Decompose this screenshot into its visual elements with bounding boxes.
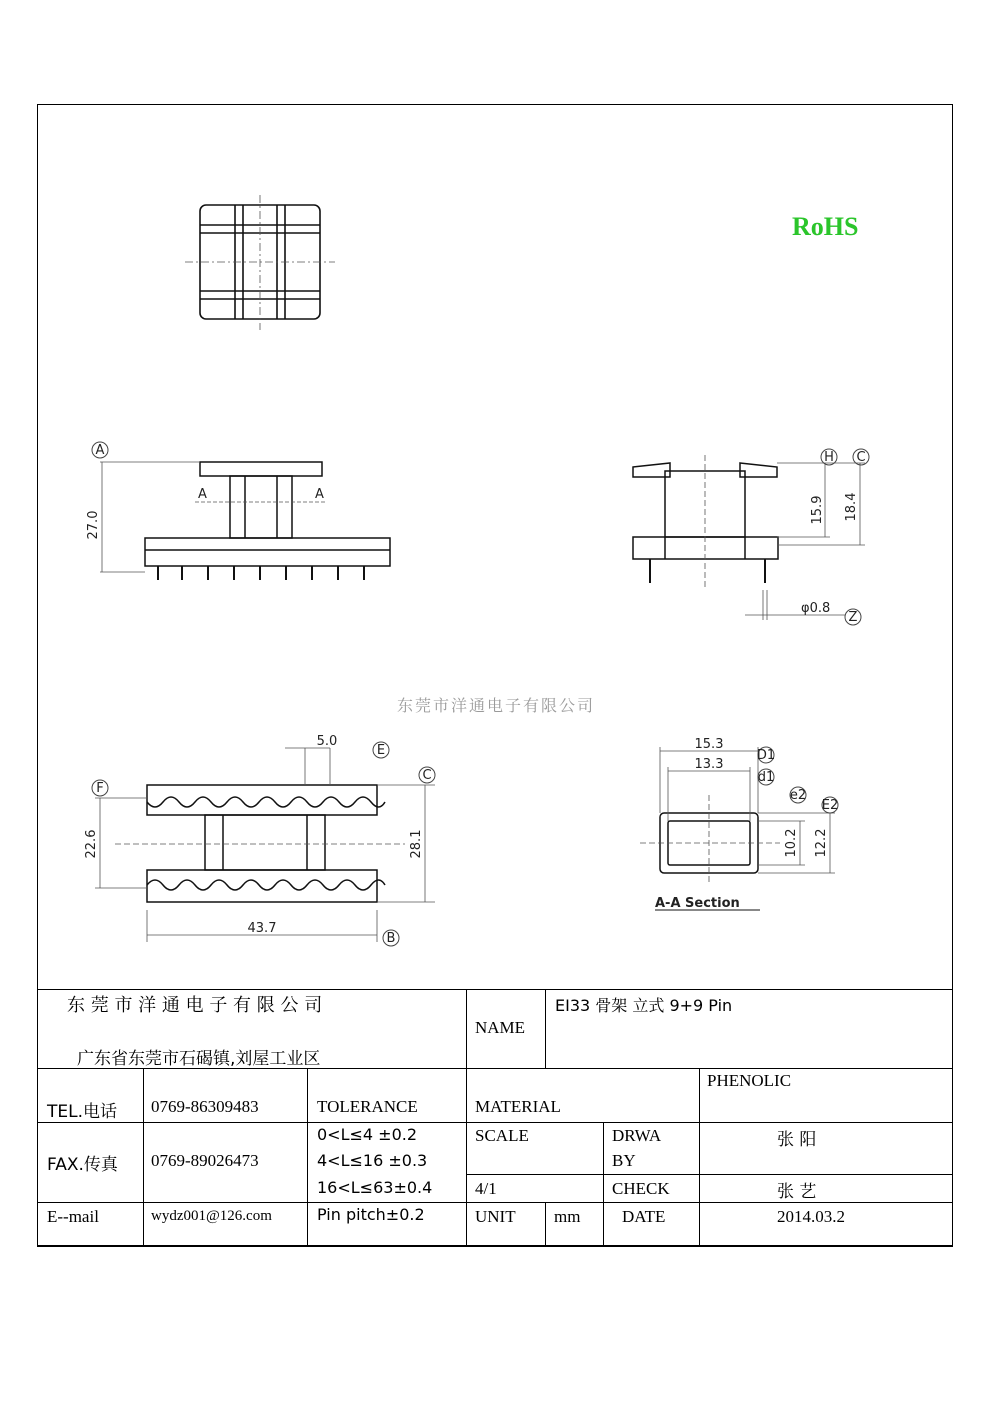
side-view-drawing bbox=[625, 445, 885, 635]
dim-28-1: 28.1 bbox=[409, 829, 424, 859]
section-mark-right: A bbox=[315, 487, 324, 502]
dim-12-2: 12.2 bbox=[814, 828, 829, 858]
dim-18-4: 18.4 bbox=[844, 492, 859, 522]
tolerance-line-4: Pin pitch±0.2 bbox=[317, 1205, 425, 1224]
check-value: 张 艺 bbox=[777, 1182, 817, 1202]
label-e: E bbox=[376, 743, 386, 758]
label-e2-outer: E2 bbox=[821, 798, 839, 813]
top-view-drawing bbox=[185, 195, 335, 330]
scale-label: SCALE bbox=[475, 1126, 529, 1145]
part-name: EI33 骨架 立式 9+9 Pin bbox=[555, 996, 733, 1015]
tolerance-line-3: 16<L≤63±0.4 bbox=[317, 1178, 433, 1197]
bottom-view-drawing bbox=[75, 730, 445, 950]
tolerance-label: TOLERANCE bbox=[317, 1097, 418, 1116]
label-b: B bbox=[386, 931, 396, 946]
label-z: Z bbox=[848, 610, 858, 625]
label-f: F bbox=[96, 781, 104, 796]
label-c: C bbox=[856, 450, 866, 465]
label-c2: C bbox=[422, 768, 432, 783]
email-value: wydz001@126.com bbox=[151, 1208, 272, 1224]
company-watermark: 东莞市洋通电子有限公司 bbox=[396, 696, 595, 715]
check-label: CHECK bbox=[612, 1179, 670, 1198]
company-name: 东 莞 市 洋 通 电 子 有 限 公 司 bbox=[67, 995, 323, 1016]
fax-label: FAX.传真 bbox=[47, 1155, 118, 1175]
email-label: E--mail bbox=[47, 1207, 99, 1226]
rohs-mark: RoHS bbox=[792, 212, 859, 241]
dim-10-2: 10.2 bbox=[784, 828, 799, 858]
section-view-drawing bbox=[640, 735, 850, 915]
title-block bbox=[37, 989, 953, 1246]
dim-22-6: 22.6 bbox=[84, 829, 99, 859]
front-view-drawing bbox=[80, 440, 410, 590]
dim-15-3: 15.3 bbox=[694, 737, 724, 752]
tolerance-line-2: 4<L≤16 ±0.3 bbox=[317, 1151, 428, 1170]
label-e2: e2 bbox=[789, 788, 807, 803]
section-title: A-A Section bbox=[655, 896, 740, 911]
drawn-label-2: BY bbox=[612, 1151, 636, 1170]
label-a: A bbox=[95, 443, 105, 458]
fax-value: 0769-89026473 bbox=[151, 1151, 259, 1170]
company-address: 广东省东莞市石碣镇,刘屋工业区 bbox=[77, 1049, 321, 1069]
dim-phi: φ0.8 bbox=[801, 601, 831, 616]
dim-5: 5.0 bbox=[316, 734, 338, 749]
unit-label: UNIT bbox=[475, 1207, 516, 1226]
scale-value: 4/1 bbox=[475, 1179, 497, 1198]
date-value: 2014.03.2 bbox=[777, 1207, 845, 1226]
material-value: PHENOLIC bbox=[707, 1071, 792, 1090]
section-mark-left: A bbox=[198, 487, 207, 502]
drawn-label-1: DRWA bbox=[612, 1126, 662, 1145]
name-label: NAME bbox=[475, 1018, 526, 1037]
dim-43-7: 43.7 bbox=[247, 921, 277, 936]
label-h: H bbox=[824, 450, 834, 465]
tel-label: TEL.电话 bbox=[47, 1102, 118, 1122]
drawn-by-value: 张 阳 bbox=[777, 1130, 817, 1150]
dim-27: 27.0 bbox=[86, 510, 101, 540]
tolerance-line-1: 0<L≤4 ±0.2 bbox=[317, 1125, 418, 1144]
unit-value: mm bbox=[554, 1207, 581, 1226]
tel-value: 0769-86309483 bbox=[151, 1097, 259, 1116]
dim-13-3: 13.3 bbox=[694, 757, 724, 772]
label-d1: D1 bbox=[756, 748, 776, 763]
date-label: DATE bbox=[622, 1207, 666, 1226]
material-label: MATERIAL bbox=[475, 1097, 561, 1116]
label-d1-lower: d1 bbox=[757, 770, 775, 785]
dim-15-9: 15.9 bbox=[810, 495, 825, 525]
